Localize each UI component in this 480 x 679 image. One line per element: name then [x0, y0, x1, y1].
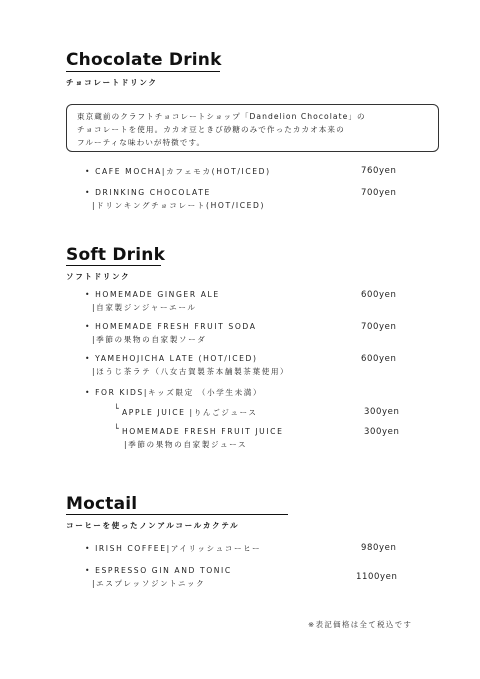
- menu-item-hojicha-latte: • YAMEHOJICHA LATE (HOT/ICED): [85, 354, 258, 363]
- price-drinking-chocolate: 700yen: [361, 188, 397, 198]
- moctail-section-subtitle: コーヒーを使ったノンアルコールカクテル: [66, 521, 240, 530]
- price-ginger-ale: 600yen: [361, 290, 397, 300]
- description-line: 東京蔵前のクラフトチョコレートショップ「Dandelion Chocolate」の: [77, 112, 366, 121]
- price-cafe-mocha: 760yen: [361, 166, 397, 176]
- menu-item-fresh-fruit-juice: HOMEMADE FRESH FRUIT JUICE: [122, 427, 284, 436]
- soft-section-title: Soft Drink: [66, 245, 166, 265]
- tax-note: ※表記価格は全て税込です: [308, 620, 413, 629]
- soft-title-rule: [66, 265, 161, 266]
- price-fresh-fruit-juice: 300yen: [364, 427, 400, 437]
- menu-item-irish-coffee: • IRISH COFFEE|アイリッシュコーヒー: [85, 544, 262, 553]
- moctail-title-rule: [66, 514, 288, 515]
- menu-item-apple-juice: APPLE JUICE |りんごジュース: [122, 408, 258, 417]
- chocolate-description-box: [66, 104, 439, 152]
- menu-item-ginger-ale: • HOMEMADE GINGER ALE: [85, 290, 220, 299]
- price-fruit-soda: 700yen: [361, 322, 397, 332]
- chocolate-section-title: Chocolate Drink: [66, 50, 222, 70]
- moctail-section-title: Moctail: [66, 494, 138, 514]
- menu-item-detail: |ドリンキングチョコレート(HOT/ICED): [92, 201, 266, 210]
- price-hojicha-latte: 600yen: [361, 354, 397, 364]
- menu-item-espresso-gin-tonic: • ESPRESSO GIN AND TONIC: [85, 566, 232, 575]
- menu-item-detail: |エスプレッソジントニック: [92, 579, 206, 588]
- menu-item-detail: |季節の果物の自家製ジュース: [124, 440, 248, 449]
- description-line: チョコレートを使用。カカオ豆ときび砂糖のみで作ったカカオ本来の: [77, 125, 345, 134]
- menu-item-fruit-soda: • HOMEMADE FRESH FRUIT SODA: [85, 322, 257, 331]
- menu-item-for-kids: • FOR KIDS|キッズ限定 （小学生未満）: [85, 388, 263, 397]
- description-line: フルーティな味わいが特徴です。: [77, 138, 206, 147]
- price-irish-coffee: 980yen: [361, 543, 397, 553]
- price-espresso-gin-tonic: 1100yen: [356, 572, 398, 582]
- menu-item-drinking-chocolate: • DRINKING CHOCOLATE: [85, 188, 211, 197]
- menu-item-cafe-mocha: • CAFE MOCHA|カフェモカ(HOT/ICED): [85, 167, 271, 176]
- menu-item-detail: |自家製ジンジャーエール: [92, 303, 197, 312]
- price-apple-juice: 300yen: [364, 407, 400, 417]
- sub-item-marker: └: [114, 404, 119, 413]
- chocolate-title-rule: [66, 71, 220, 72]
- sub-item-marker: └: [114, 424, 119, 433]
- chocolate-section-subtitle: チョコレートドリンク: [66, 78, 158, 87]
- menu-item-detail: |季節の果物の自家製ソーダ: [92, 335, 207, 344]
- soft-section-subtitle: ソフトドリンク: [66, 272, 131, 281]
- menu-item-detail: |ほうじ茶ラテ（八女古賀製茶本舗製茶葉使用）: [92, 367, 290, 376]
